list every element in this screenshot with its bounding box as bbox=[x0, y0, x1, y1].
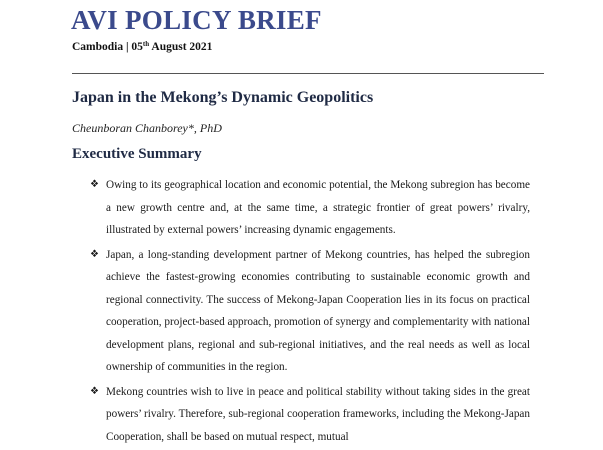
summary-bullet-text: Japan, a long-standing development partner of Mekong countries, has helped the subregion achieve the fastest-growing economies contributing to sustainable economic growth and regional connectivity. The success of Mekong-Japan Cooperation lies in its focus on practical cooperation, project-based approach, promotion of synergy and complementarity with national development plans, regional and sub-regional initiatives, and the real needs as well as local ownership of communities in the region. bbox=[106, 248, 530, 373]
section-heading-executive-summary: Executive Summary bbox=[72, 146, 202, 162]
header-divider bbox=[72, 73, 544, 74]
dateline-separator: | bbox=[123, 41, 132, 53]
summary-bullet-text: Mekong countries wish to live in peace and political stability without taking sides in the great powers’ rivalry. Therefore, sub-regional cooperation frameworks, including the Mekong-Japan Cooperation, shall be based on mutual respect, mutual bbox=[106, 385, 530, 443]
brand-title: AVI POLICY BRIEF bbox=[71, 5, 322, 35]
diamond-bullet-icon: ❖ bbox=[90, 248, 99, 260]
diamond-bullet-icon: ❖ bbox=[90, 385, 99, 397]
country-label: Cambodia bbox=[72, 41, 124, 53]
date-month-year: August 2021 bbox=[149, 41, 213, 53]
summary-bullet bbox=[90, 381, 530, 449]
date-day: 05 bbox=[131, 41, 143, 53]
diamond-bullet-icon: ❖ bbox=[90, 179, 99, 190]
summary-bullet bbox=[90, 174, 530, 242]
date-suffix: th bbox=[142, 40, 150, 48]
executive-summary-list bbox=[90, 174, 530, 450]
summary-bullet bbox=[90, 244, 530, 379]
author-line: Cheunboran Chanborey*, PhD bbox=[72, 121, 222, 135]
article-title: Japan in the Mekong’s Dynamic Geopolitics bbox=[72, 89, 374, 106]
summary-bullet-text: Owing to its geographical location and economic potential, the Mekong subregion has become a new growth centre and, at the same time, a strategic frontier of great powers’ rivalry, illustrated by external powers’ increasing dynamic engagements. bbox=[106, 179, 530, 236]
dateline bbox=[72, 41, 212, 53]
